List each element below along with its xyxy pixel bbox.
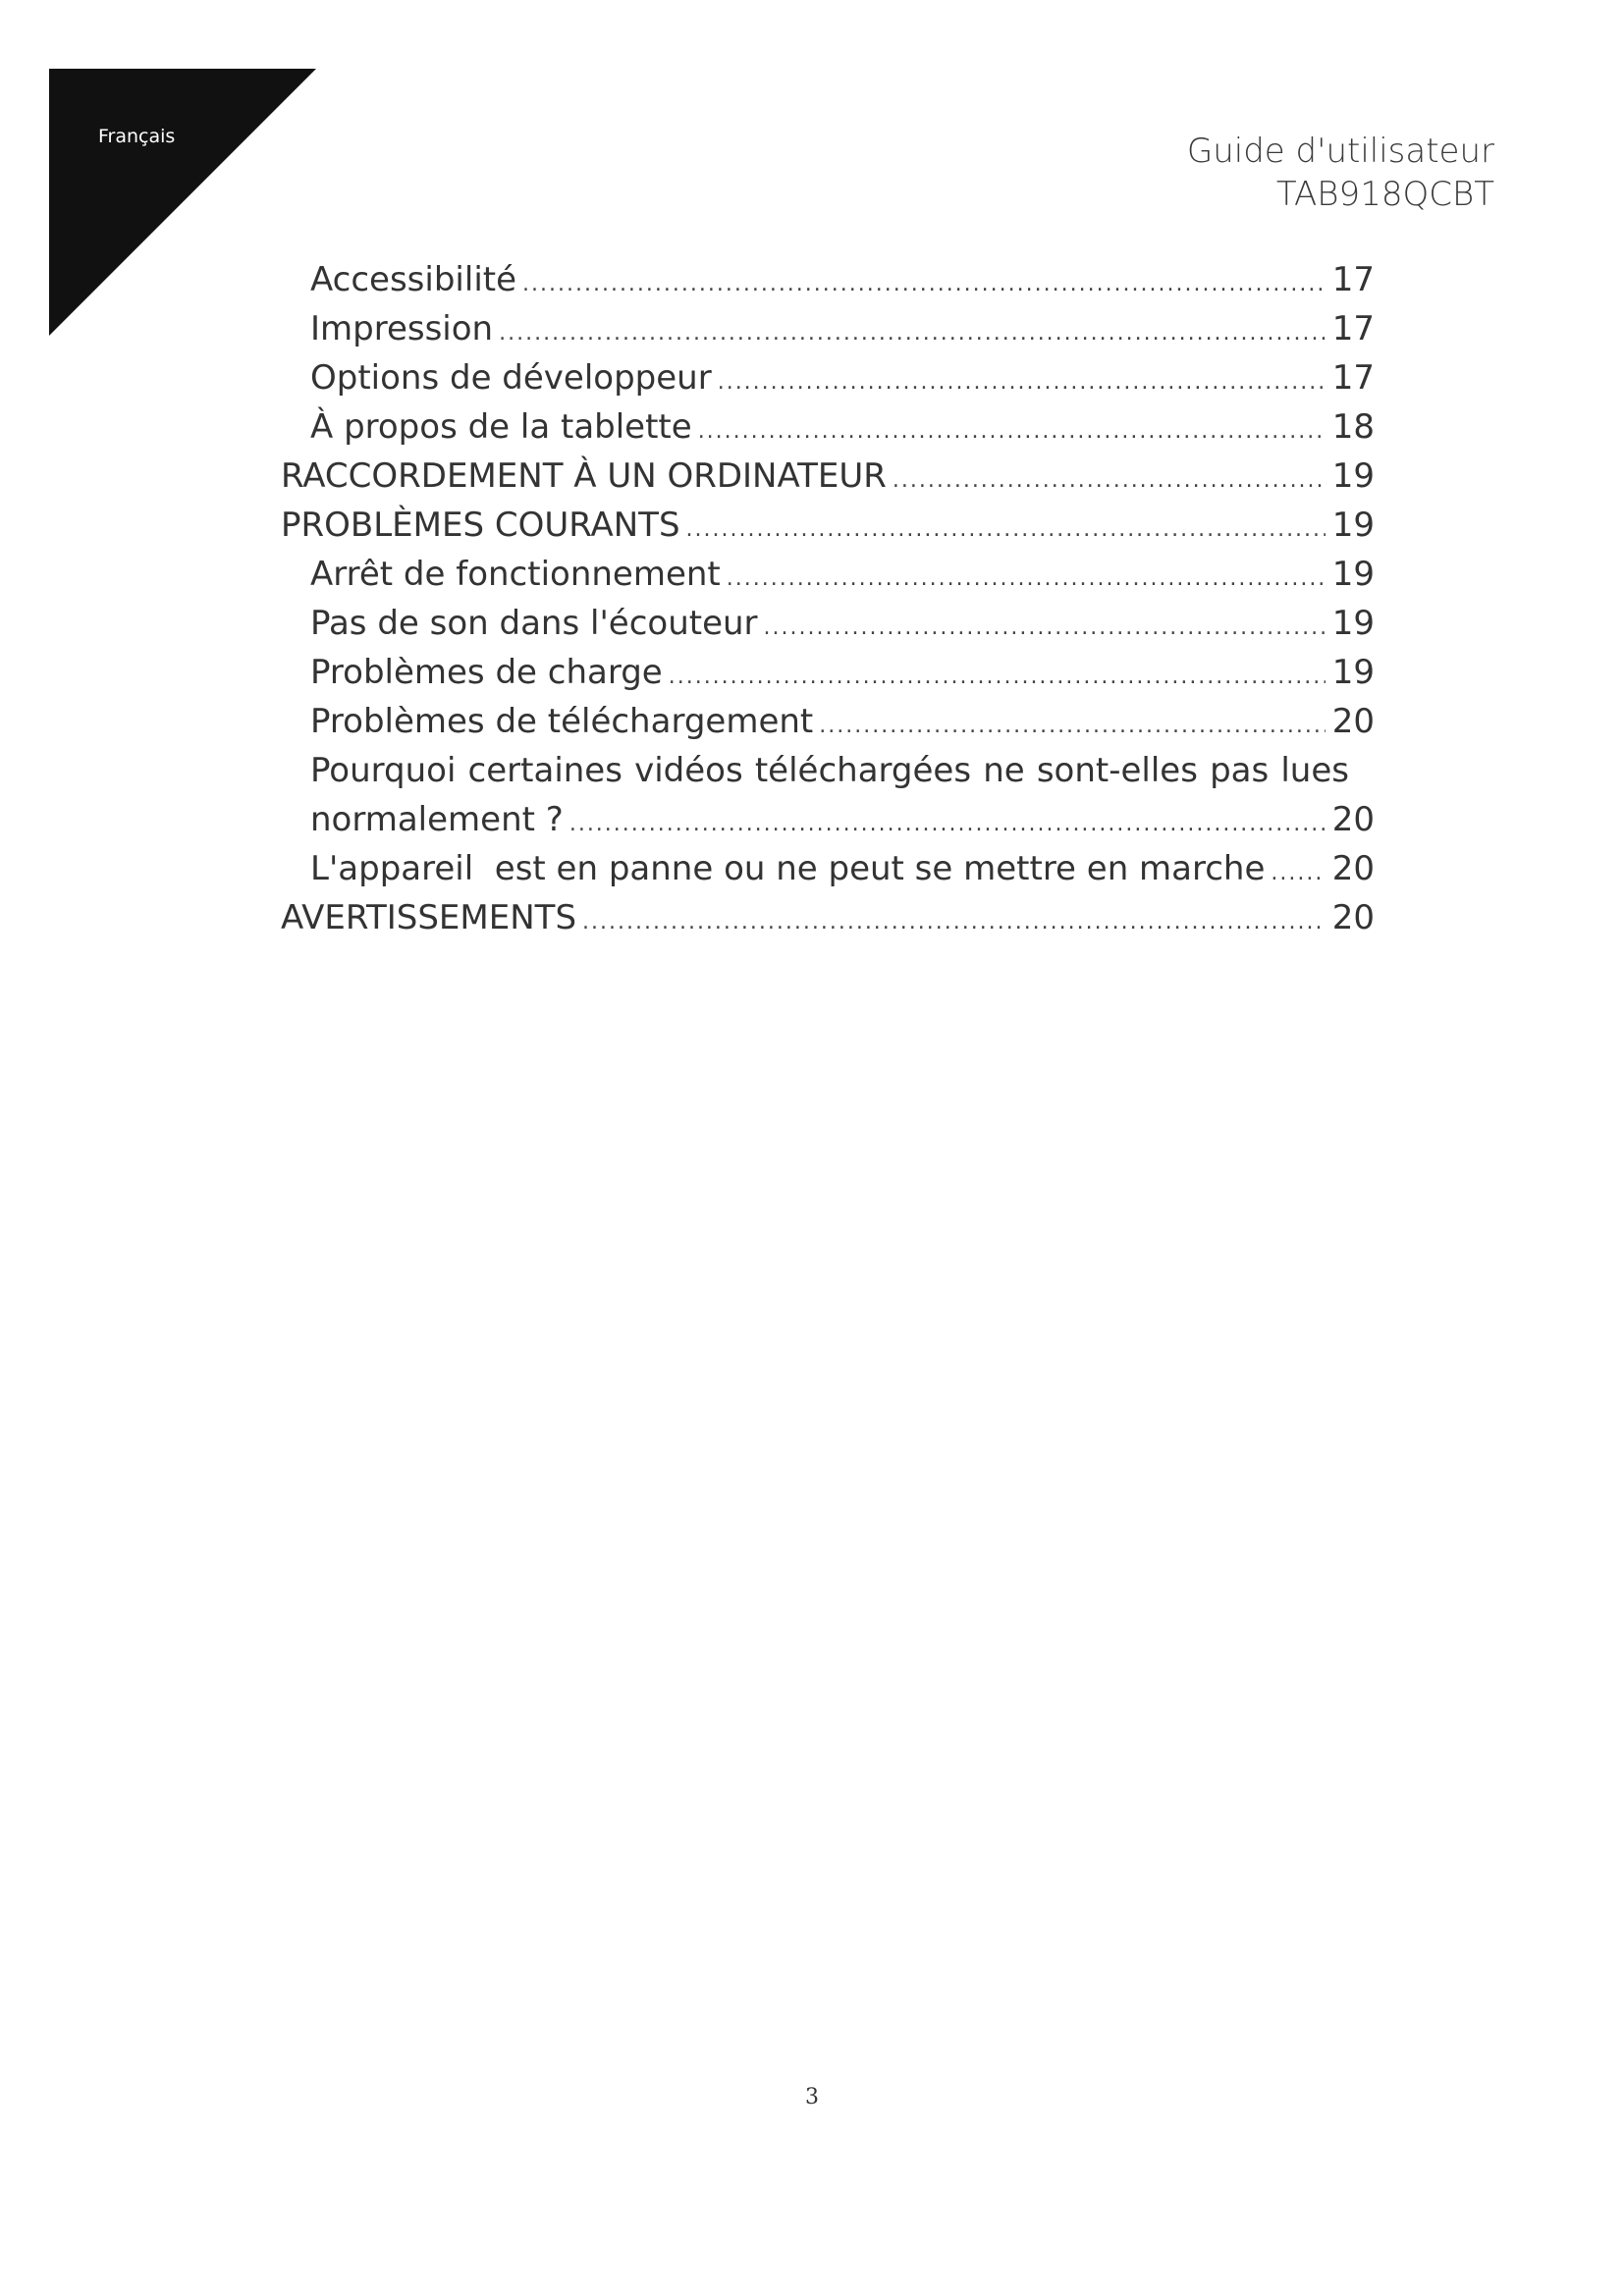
toc-entry[interactable]: [281, 353, 1380, 402]
toc-entry-page: 19: [1331, 653, 1375, 692]
toc-entry-page: 19: [1331, 555, 1375, 594]
toc-entry-title: L'appareil est en panne ou ne peut se mettre en marche: [310, 849, 1266, 888]
toc-entry-title: Options de développeur: [310, 358, 712, 398]
toc-entry-title: Problèmes de charge: [310, 653, 663, 692]
header-model-number: TAB918QCBT: [1275, 175, 1494, 214]
toc-entry-title: À propos de la tablette: [310, 407, 692, 447]
toc-entry-page: 17: [1331, 309, 1375, 348]
toc-entry[interactable]: [281, 844, 1380, 893]
toc-leader-dots: [669, 653, 1326, 702]
table-of-contents: [281, 255, 1380, 942]
toc-entry-page: 20: [1331, 849, 1375, 888]
toc-entry[interactable]: [281, 599, 1380, 648]
toc-entry[interactable]: [281, 648, 1380, 697]
toc-entry-title: Accessibilité: [310, 260, 517, 299]
toc-leader-dots: [727, 555, 1326, 604]
toc-entry-wrapped-line[interactable]: Pourquoi certaines vidéos téléchargées ne sont-elles pas lues: [310, 751, 1349, 790]
toc-section-entry[interactable]: [281, 452, 1380, 501]
toc-entry-title: Impression: [310, 309, 494, 348]
toc-entry[interactable]: [281, 550, 1380, 599]
page-number: 3: [805, 2085, 819, 2109]
corner-triangle-shape: [49, 69, 316, 336]
toc-section-entry[interactable]: [281, 501, 1380, 550]
document-header: [1187, 130, 1494, 216]
toc-entry-page: 19: [1331, 456, 1375, 496]
toc-entry-title: AVERTISSEMENTS: [281, 898, 577, 937]
toc-leader-dots: [569, 800, 1326, 849]
toc-leader-dots: [718, 358, 1326, 407]
toc-leader-dots: [764, 604, 1326, 653]
toc-entry-title: normalement ?: [310, 800, 564, 839]
toc-entry-page: 19: [1331, 506, 1375, 545]
toc-entry[interactable]: [281, 402, 1380, 452]
toc-section-entry[interactable]: [281, 893, 1380, 942]
toc-entry-page: 18: [1331, 407, 1375, 447]
toc-entry-title: Problèmes de téléchargement: [310, 702, 814, 741]
toc-leader-dots: [686, 506, 1326, 555]
toc-entry[interactable]: [281, 304, 1380, 353]
toc-leader-dots: [522, 260, 1326, 309]
toc-entry[interactable]: [281, 697, 1380, 746]
language-label: Français: [98, 126, 176, 147]
toc-entry[interactable]: [281, 795, 1380, 844]
toc-entry-title: Arrêt de fonctionnement: [310, 555, 721, 594]
toc-leader-dots: [819, 702, 1326, 751]
toc-leader-dots: [893, 456, 1326, 506]
toc-entry-title: PROBLÈMES COURANTS: [281, 506, 680, 545]
toc-entry-title: RACCORDEMENT À UN ORDINATEUR: [281, 456, 887, 496]
toc-entry-page: 20: [1331, 800, 1375, 839]
toc-entry-title: Pas de son dans l'écouteur: [310, 604, 758, 643]
toc-entry-page: 17: [1331, 358, 1375, 398]
header-guide-title: Guide d'utilisateur: [1186, 132, 1494, 171]
toc-leader-dots: [698, 407, 1326, 456]
language-corner-tab: [49, 69, 316, 336]
toc-leader-dots: [499, 309, 1326, 358]
toc-leader-dots: [1271, 849, 1326, 898]
toc-entry-page: 19: [1331, 604, 1375, 643]
toc-entry[interactable]: [281, 255, 1380, 304]
toc-entry-page: 17: [1331, 260, 1375, 299]
toc-entry-page: 20: [1331, 898, 1375, 937]
toc-leader-dots: [582, 898, 1326, 947]
toc-entry-page: 20: [1331, 702, 1375, 741]
